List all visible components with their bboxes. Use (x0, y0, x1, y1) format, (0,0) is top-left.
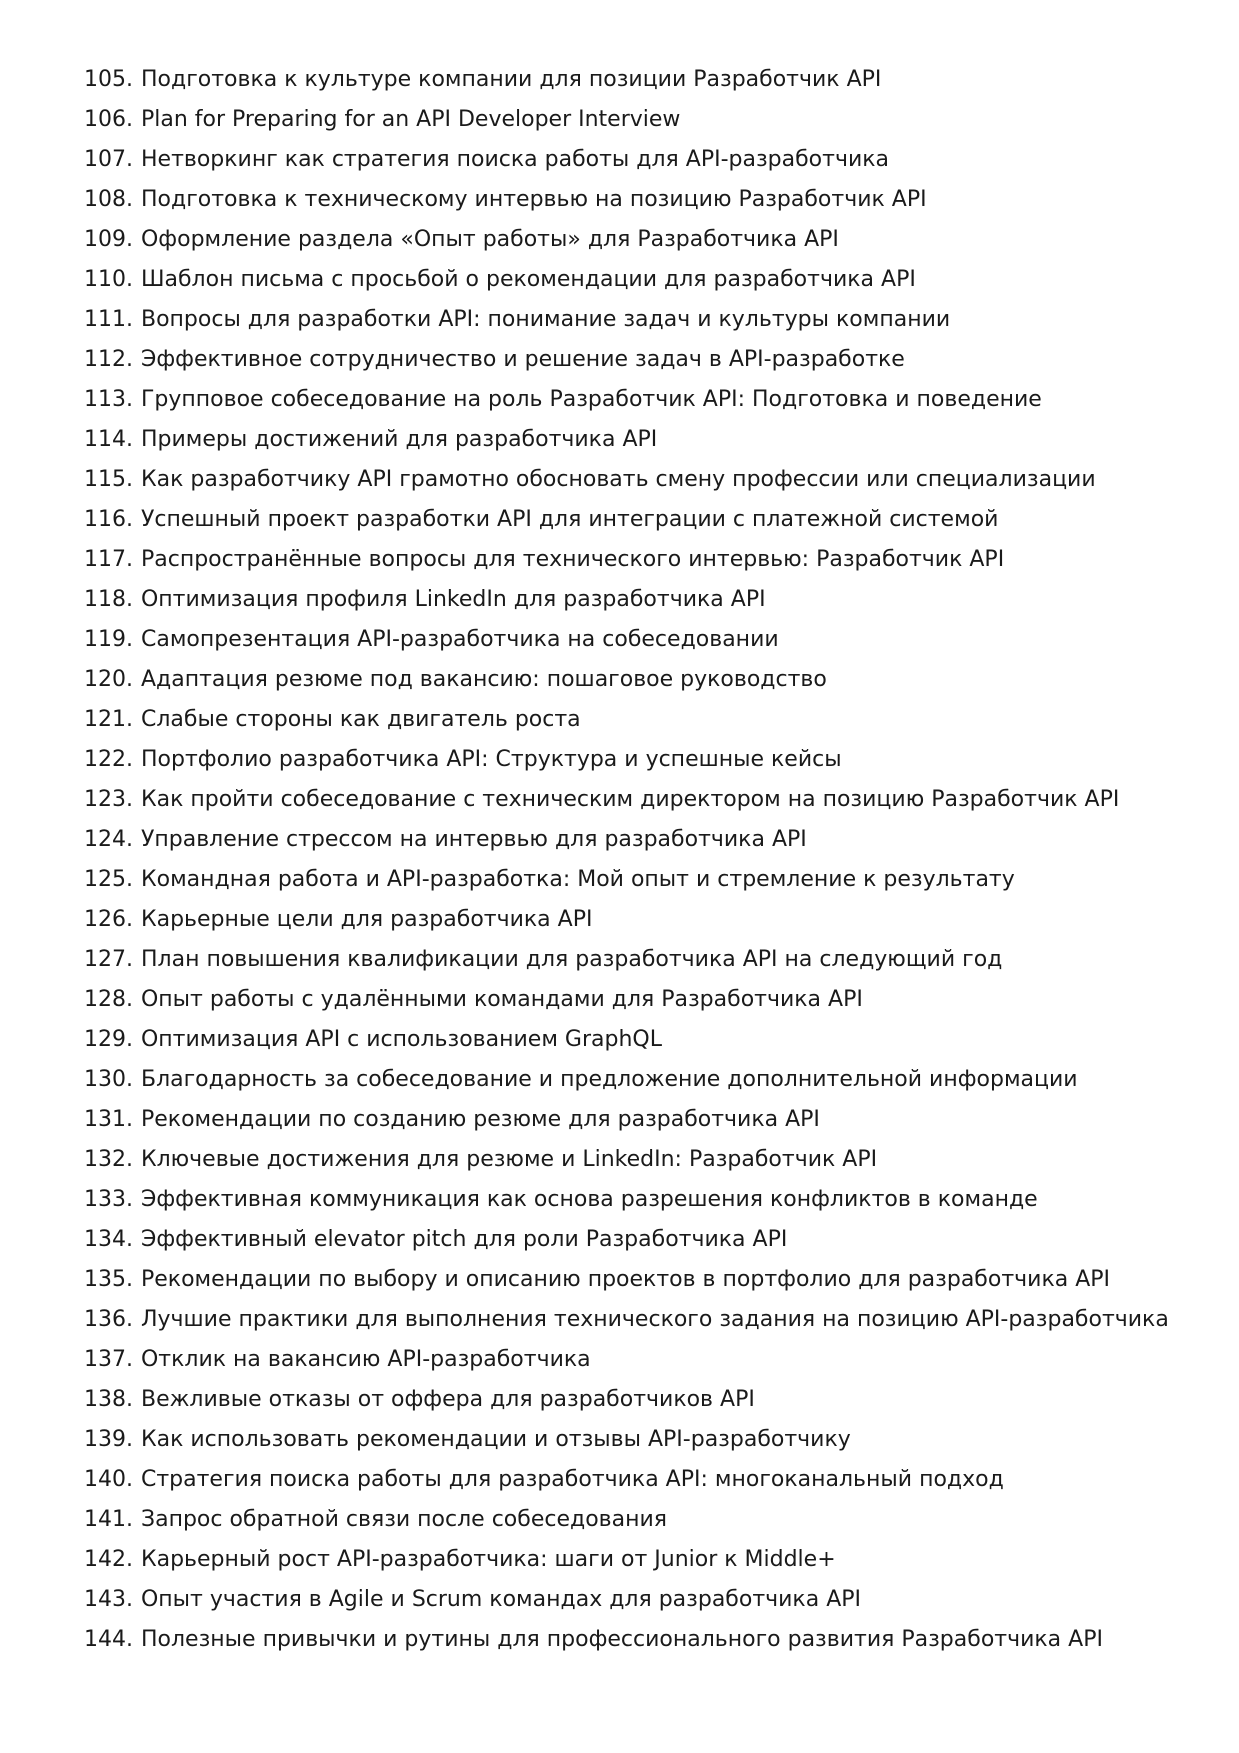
item-number: 141. (84, 1507, 133, 1532)
list-item (84, 300, 1169, 340)
list-item (84, 700, 1169, 740)
list-item (84, 1220, 1169, 1260)
item-title: Командная работа и API-разработка: Мой опыт и стремление к результату (140, 867, 1015, 892)
item-number: 134. (84, 1227, 133, 1252)
list-item (84, 1180, 1169, 1220)
item-title: Самопрезентация API-разработчика на собеседовании (140, 627, 779, 652)
list-item (84, 1340, 1169, 1380)
item-number: 106. (84, 107, 133, 132)
item-number: 122. (84, 747, 133, 772)
list-item (84, 500, 1169, 540)
item-title: Портфолио разработчика API: Структура и успешные кейсы (140, 747, 842, 772)
item-number: 116. (84, 507, 133, 532)
list-item (84, 420, 1169, 460)
item-title: Ключевые достижения для резюме и LinkedIn: Разработчик API (140, 1147, 878, 1172)
item-number: 132. (84, 1147, 133, 1172)
list-item (84, 540, 1169, 580)
list-item (84, 1580, 1169, 1620)
list-item (84, 820, 1169, 860)
item-title: Благодарность за собеседование и предложение дополнительной информации (140, 1067, 1078, 1092)
list-item (84, 980, 1169, 1020)
list-item (84, 900, 1169, 940)
item-number: 131. (84, 1107, 133, 1132)
item-number: 136. (84, 1307, 133, 1332)
item-title: Рекомендации по выбору и описанию проектов в портфолио для разработчика API (140, 1267, 1111, 1292)
list-item (84, 1620, 1169, 1660)
item-number: 108. (84, 187, 133, 212)
item-number: 125. (84, 867, 133, 892)
item-number: 126. (84, 907, 133, 932)
item-title: Эффективное сотрудничество и решение задач в API-разработке (140, 347, 905, 372)
item-title: Стратегия поиска работы для разработчика API: многоканальный подход (140, 1467, 1004, 1492)
list-item (84, 620, 1169, 660)
list-item (84, 740, 1169, 780)
item-title: Оптимизация API с использованием GraphQL (140, 1027, 662, 1052)
item-title: Эффективный elevator pitch для роли Разработчика API (140, 1227, 788, 1252)
list-item (84, 940, 1169, 980)
item-number: 119. (84, 627, 133, 652)
item-number: 137. (84, 1347, 133, 1372)
item-number: 139. (84, 1427, 133, 1452)
item-number: 117. (84, 547, 133, 572)
item-number: 118. (84, 587, 133, 612)
item-number: 115. (84, 467, 133, 492)
list-item (84, 260, 1169, 300)
list-item (84, 1500, 1169, 1540)
item-title: Подготовка к культуре компании для позиции Разработчик API (140, 67, 882, 92)
list-item (84, 780, 1169, 820)
list-item (84, 660, 1169, 700)
item-title: Полезные привычки и рутины для профессионального развития Разработчика API (140, 1627, 1103, 1652)
item-number: 127. (84, 947, 133, 972)
item-number: 128. (84, 987, 133, 1012)
item-number: 112. (84, 347, 133, 372)
item-title: Эффективная коммуникация как основа разрешения конфликтов в команде (140, 1187, 1038, 1212)
list-item (84, 180, 1169, 220)
item-number: 111. (84, 307, 133, 332)
item-title: Карьерный рост API-разработчика: шаги от Junior к Middle+ (140, 1547, 836, 1572)
item-title: Вежливые отказы от оффера для разработчиков API (140, 1387, 755, 1412)
item-title: Как пройти собеседование с техническим директором на позицию Разработчик API (140, 787, 1120, 812)
item-title: Адаптация резюме под вакансию: пошаговое руководство (140, 667, 827, 692)
list-item (84, 220, 1169, 260)
item-title: Оформление раздела «Опыт работы» для Разработчика API (140, 227, 839, 252)
item-number: 140. (84, 1467, 133, 1492)
item-number: 143. (84, 1587, 133, 1612)
list-item (84, 1260, 1169, 1300)
list-item (84, 380, 1169, 420)
item-title: Групповое собеседование на роль Разработчик API: Подготовка и поведение (140, 387, 1042, 412)
item-title: Шаблон письма с просьбой о рекомендации для разработчика API (140, 267, 916, 292)
item-title: Подготовка к техническому интервью на позицию Разработчик API (140, 187, 927, 212)
item-title: Рекомендации по созданию резюме для разработчика API (140, 1107, 820, 1132)
item-number: 109. (84, 227, 133, 252)
item-title: Как разработчику API грамотно обосновать смену профессии или специализации (140, 467, 1096, 492)
item-number: 130. (84, 1067, 133, 1092)
item-number: 142. (84, 1547, 133, 1572)
item-number: 144. (84, 1627, 133, 1652)
item-number: 114. (84, 427, 133, 452)
list-item (84, 1420, 1169, 1460)
list-item (84, 1300, 1169, 1340)
item-title: Нетворкинг как стратегия поиска работы для API-разработчика (140, 147, 890, 172)
item-title: Plan for Preparing for an API Developer Interview (140, 107, 681, 132)
topic-list (84, 60, 1169, 1660)
list-item (84, 1460, 1169, 1500)
item-title: Примеры достижений для разработчика API (140, 427, 658, 452)
list-item (84, 1060, 1169, 1100)
item-title: Слабые стороны как двигатель роста (140, 707, 581, 732)
item-number: 120. (84, 667, 133, 692)
list-item (84, 140, 1169, 180)
item-title: Отклик на вакансию API-разработчика (140, 1347, 591, 1372)
item-title: Опыт работы с удалёнными командами для Разработчика API (140, 987, 863, 1012)
item-number: 113. (84, 387, 133, 412)
item-number: 135. (84, 1267, 133, 1292)
list-item (84, 100, 1169, 140)
item-title: Лучшие практики для выполнения технического задания на позицию API-разработчика (140, 1307, 1169, 1332)
list-item (84, 1100, 1169, 1140)
item-title: Управление стрессом на интервью для разработчика API (140, 827, 807, 852)
list-item (84, 1540, 1169, 1580)
item-number: 121. (84, 707, 133, 732)
item-title: Вопросы для разработки API: понимание задач и культуры компании (140, 307, 951, 332)
item-number: 107. (84, 147, 133, 172)
list-item (84, 1140, 1169, 1180)
item-number: 123. (84, 787, 133, 812)
item-number: 110. (84, 267, 133, 292)
list-item (84, 1020, 1169, 1060)
item-title: Оптимизация профиля LinkedIn для разработчика API (140, 587, 766, 612)
item-title: Запрос обратной связи после собеседования (140, 1507, 668, 1532)
list-item (84, 1380, 1169, 1420)
item-title: Распространённые вопросы для технического интервью: Разработчик API (140, 547, 1005, 572)
item-number: 133. (84, 1187, 133, 1212)
item-number: 124. (84, 827, 133, 852)
item-title: Карьерные цели для разработчика API (140, 907, 593, 932)
item-title: Как использовать рекомендации и отзывы API-разработчику (140, 1427, 851, 1452)
item-title: Опыт участия в Agile и Scrum командах для разработчика API (140, 1587, 862, 1612)
list-item (84, 580, 1169, 620)
item-title: Успешный проект разработки API для интеграции с платежной системой (140, 507, 999, 532)
item-number: 129. (84, 1027, 133, 1052)
item-number: 138. (84, 1387, 133, 1412)
list-item (84, 60, 1169, 100)
list-item (84, 860, 1169, 900)
list-item (84, 460, 1169, 500)
list-item (84, 340, 1169, 380)
item-title: План повышения квалификации для разработчика API на следующий год (140, 947, 1003, 972)
item-number: 105. (84, 67, 133, 92)
